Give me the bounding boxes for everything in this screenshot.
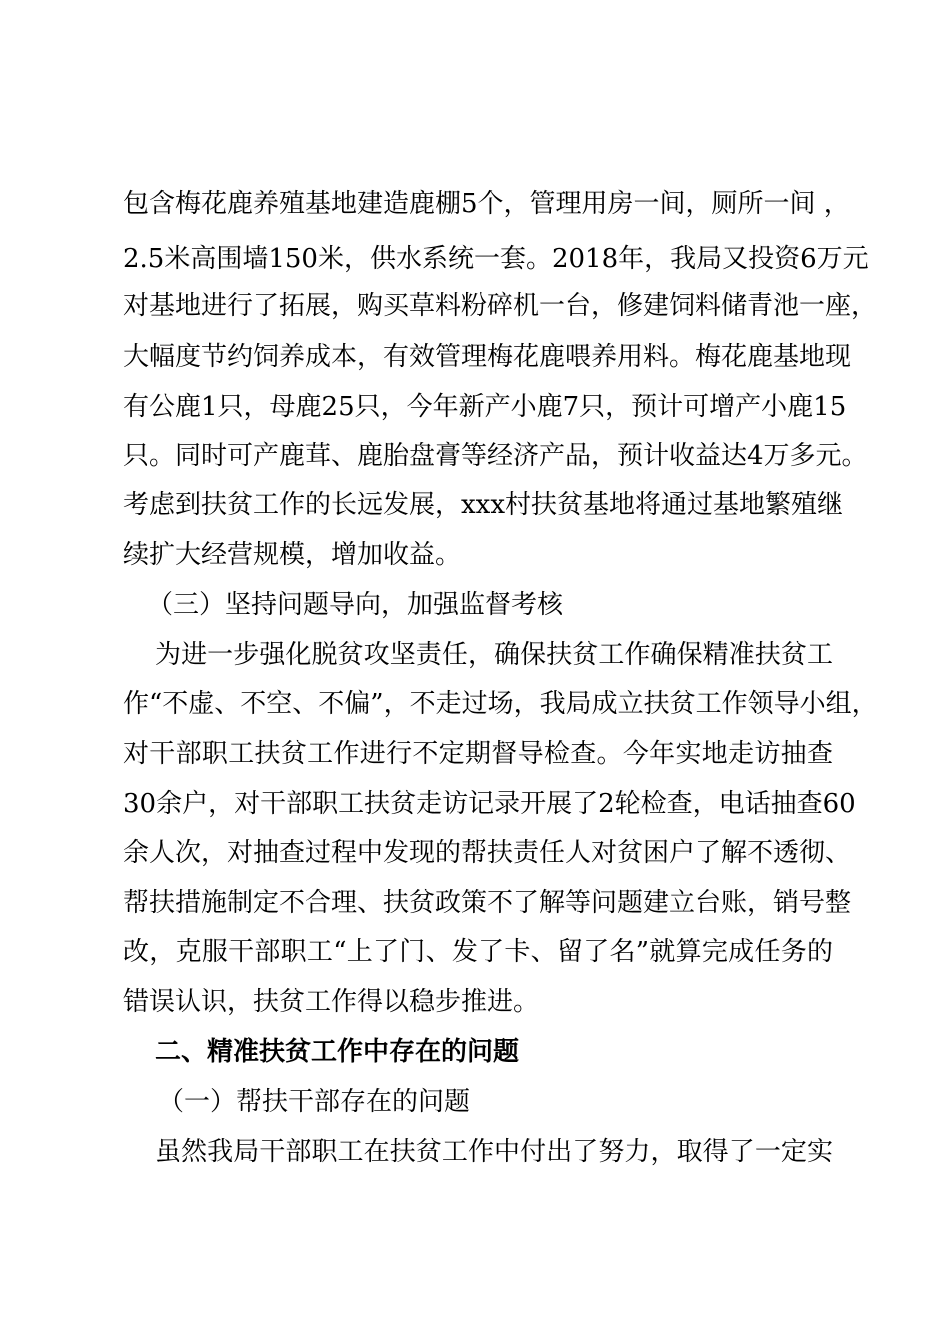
body-text-line: 只。同时可产鹿茸、鹿胎盘膏等经济产品，预计收益达4万多元。	[123, 441, 868, 471]
body-text-line: 有公鹿1只，母鹿25只，今年新产小鹿7只，预计可增产小鹿15	[123, 392, 847, 422]
body-text-line: 对基地进行了拓展，购买草料粉碎机一台，修建饲料储青池一座，	[123, 291, 878, 321]
section-title: 二、精准扶贫工作中存在的问题	[155, 1037, 520, 1067]
body-text-line: 大幅度节约饲养成本，有效管理梅花鹿喂养用料。梅花鹿基地现	[123, 342, 852, 372]
body-text-line: 虽然我局干部职工在扶贫工作中付出了努力，取得了一定实	[155, 1137, 833, 1167]
body-text-line: 作“不虚、不空、不偏”，不走过场，我局成立扶贫工作领导小组，	[123, 689, 878, 719]
body-text-line: 余人次，对抽查过程中发现的帮扶责任人对贫困户了解不透彻、	[123, 838, 852, 868]
body-text-line: 续扩大经营规模，增加收益。	[123, 540, 462, 570]
body-text-line: 考虑到扶贫工作的长远发展，xxx村扶贫基地将通过基地繁殖继	[123, 490, 843, 520]
body-text-line: 2.5米高围墙150米，供水系统一套。2018年，我局又投资6万元	[123, 244, 869, 274]
body-text-line: 为进一步强化脱贫攻坚责任，确保扶贫工作确保精准扶贫工	[155, 640, 833, 670]
body-text-line: 30余户，对干部职工扶贫走访记录开展了2轮检查，电话抽查60	[123, 789, 856, 819]
subsection-heading: （一）帮扶干部存在的问题	[158, 1087, 471, 1117]
subsection-heading: （三）坚持问题导向，加强监督考核	[147, 590, 564, 620]
body-text-line: 对干部职工扶贫工作进行不定期督导检查。今年实地走访抽查	[123, 739, 833, 769]
body-text-line: 改，克服干部职工“上了门、发了卡、留了名”就算完成任务的	[123, 937, 833, 967]
body-text-line: 帮扶措施制定不合理、扶贫政策不了解等问题建立台账，销号整	[123, 888, 852, 918]
body-text-line: 包含梅花鹿养殖基地建造鹿棚5个，管理用房一间，厕所一间 ，	[123, 189, 850, 219]
body-text-line: 错误认识，扶贫工作得以稳步推进。	[123, 987, 540, 1017]
